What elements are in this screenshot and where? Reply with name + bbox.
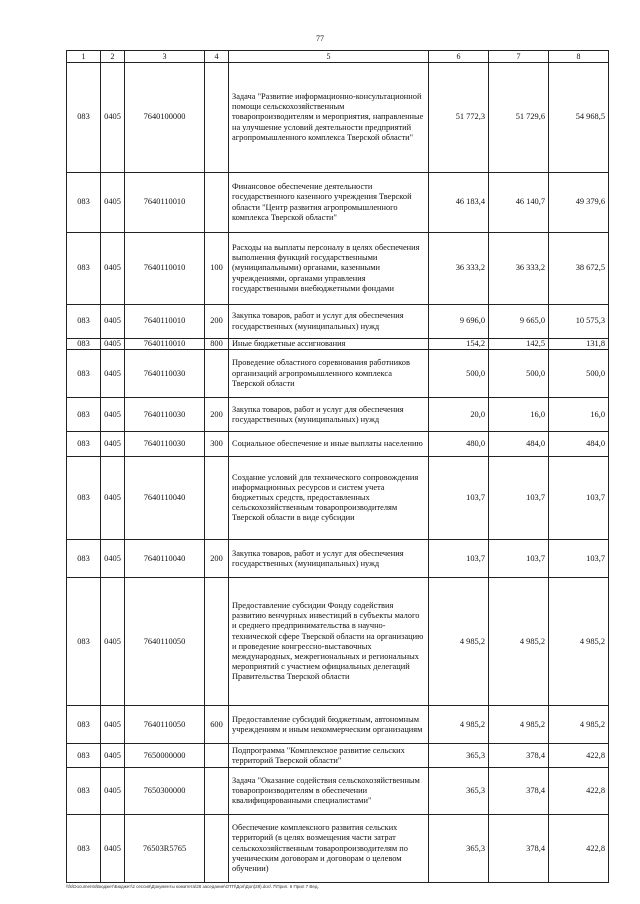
amount-col6: 51 772,3 [429, 63, 489, 173]
amount-col8: 131,8 [549, 339, 609, 350]
amount-col8: 54 968,5 [549, 63, 609, 173]
amount-col7: 4 985,2 [489, 706, 549, 744]
column-header: 7 [489, 51, 549, 63]
ministry-code: 083 [67, 233, 101, 305]
table-row [67, 815, 609, 883]
table-row [67, 540, 609, 578]
amount-col7: 16,0 [489, 398, 549, 432]
amount-col8: 500,0 [549, 350, 609, 398]
amount-col6: 46 183,4 [429, 173, 489, 233]
column-header: 3 [125, 51, 205, 63]
item-name: Предоставление субсидий бюджетным, автономным учреждениям и иным некоммерческим организациям [229, 706, 429, 744]
table-row [67, 457, 609, 540]
item-name: Социальное обеспечение и иные выплаты населению [229, 432, 429, 457]
amount-col8: 10 575,3 [549, 305, 609, 339]
amount-col7: 103,7 [489, 540, 549, 578]
table-row [67, 706, 609, 744]
ministry-code: 083 [67, 350, 101, 398]
section-code: 0405 [101, 63, 125, 173]
section-code: 0405 [101, 432, 125, 457]
amount-col6: 365,3 [429, 744, 489, 768]
ministry-code: 083 [67, 768, 101, 815]
target-article-code: 7640110010 [125, 305, 205, 339]
amount-col8: 103,7 [549, 457, 609, 540]
expense-type-code: 200 [205, 540, 229, 578]
amount-col8: 4 985,2 [549, 706, 609, 744]
item-name: Задача "Оказание содействия сельскохозяйственным товаропроизводителям в обеспечении квалифицированными специалистами" [229, 768, 429, 815]
expense-type-code: 600 [205, 706, 229, 744]
expense-type-code: 200 [205, 305, 229, 339]
amount-col7: 51 729,6 [489, 63, 549, 173]
target-article-code: 7650000000 [125, 744, 205, 768]
expense-type-code [205, 578, 229, 706]
amount-col8: 103,7 [549, 540, 609, 578]
amount-col6: 365,3 [429, 768, 489, 815]
item-name: Закупка товаров, работ и услуг для обеспечения государственных (муниципальных) нужд [229, 305, 429, 339]
amount-col6: 103,7 [429, 457, 489, 540]
table-row [67, 350, 609, 398]
amount-col7: 4 985,2 [489, 578, 549, 706]
section-code: 0405 [101, 233, 125, 305]
item-name: Проведение областного соревнования работников организаций агропромышленного комплекса Тверской области [229, 350, 429, 398]
amount-col6: 36 333,2 [429, 233, 489, 305]
ministry-code: 083 [67, 305, 101, 339]
ministry-code: 083 [67, 339, 101, 350]
amount-col7: 378,4 [489, 768, 549, 815]
expense-type-code [205, 457, 229, 540]
amount-col8: 422,8 [549, 815, 609, 883]
amount-col7: 36 333,2 [489, 233, 549, 305]
section-code: 0405 [101, 744, 125, 768]
amount-col7: 103,7 [489, 457, 549, 540]
ministry-code: 083 [67, 540, 101, 578]
item-name: Иные бюджетные ассигнования [229, 339, 429, 350]
table-row [67, 744, 609, 768]
table-row [67, 398, 609, 432]
target-article-code: 7640110010 [125, 339, 205, 350]
target-article-code: 7640110030 [125, 350, 205, 398]
amount-col8: 422,8 [549, 768, 609, 815]
amount-col8: 16,0 [549, 398, 609, 432]
ministry-code: 083 [67, 173, 101, 233]
amount-col6: 20,0 [429, 398, 489, 432]
column-header: 6 [429, 51, 489, 63]
target-article-code: 7640110050 [125, 578, 205, 706]
amount-col8: 4 985,2 [549, 578, 609, 706]
expense-type-code [205, 350, 229, 398]
expense-type-code [205, 815, 229, 883]
expense-type-code [205, 173, 229, 233]
ministry-code: 083 [67, 457, 101, 540]
expense-type-code [205, 744, 229, 768]
target-article-code: 7640110010 [125, 233, 205, 305]
amount-col6: 4 985,2 [429, 578, 489, 706]
amount-col7: 484,0 [489, 432, 549, 457]
column-header: 2 [101, 51, 125, 63]
expense-type-code: 300 [205, 432, 229, 457]
item-name: Расходы на выплаты персоналу в целях обеспечения выполнения функций государственными (муниципальными) органами, казенными учреждениями, органами управления государственными внебюджетными фондами [229, 233, 429, 305]
item-name: Задача "Развитие информационно-консультационной помощи сельскохозяйственным товаропроизводителям и мероприятия, направленные на улучшение условий деятельности предприятий агропромышленного комплекса Тверской области" [229, 63, 429, 173]
section-code: 0405 [101, 768, 125, 815]
ministry-code: 083 [67, 815, 101, 883]
table-row [67, 233, 609, 305]
amount-col7: 378,4 [489, 744, 549, 768]
target-article-code: 76503R5765 [125, 815, 205, 883]
item-name: Обеспечение комплексного развития сельских территорий (в целях возмещения части затрат сельскохозяйственным товаропроизводителям по ученическим договорам и договорам о целевом обучении) [229, 815, 429, 883]
item-name: Закупка товаров, работ и услуг для обеспечения государственных (муниципальных) нужд [229, 398, 429, 432]
ministry-code: 083 [67, 63, 101, 173]
amount-col8: 422,8 [549, 744, 609, 768]
amount-col8: 484,0 [549, 432, 609, 457]
section-code: 0405 [101, 339, 125, 350]
amount-col8: 49 379,6 [549, 173, 609, 233]
column-header: 8 [549, 51, 609, 63]
item-name: Подпрограмма "Комплексное развитие сельских территорий Тверской области" [229, 744, 429, 768]
item-name: Закупка товаров, работ и услуг для обеспечения государственных (муниципальных) нужд [229, 540, 429, 578]
amount-col6: 480,0 [429, 432, 489, 457]
ministry-code: 083 [67, 578, 101, 706]
section-code: 0405 [101, 173, 125, 233]
expense-type-code: 200 [205, 398, 229, 432]
page-number: 77 [316, 34, 324, 43]
table-row [67, 173, 609, 233]
amount-col7: 142,5 [489, 339, 549, 350]
expense-type-code [205, 768, 229, 815]
amount-col7: 378,4 [489, 815, 549, 883]
table-row [67, 768, 609, 815]
target-article-code: 7640110010 [125, 173, 205, 233]
expense-type-code: 100 [205, 233, 229, 305]
section-code: 0405 [101, 457, 125, 540]
section-code: 0405 [101, 578, 125, 706]
ministry-code: 083 [67, 432, 101, 457]
table-row [67, 63, 609, 173]
item-name: Создание условий для технического сопровождения информационных ресурсов и систем учета бюджетных средств, предоставленных сельскохозяйственным товаропроизводителям Тверской области в виде субсидии [229, 457, 429, 540]
amount-col8: 38 672,5 [549, 233, 609, 305]
expense-type-code [205, 63, 229, 173]
table-row [67, 432, 609, 457]
ministry-code: 083 [67, 744, 101, 768]
header-row [67, 51, 609, 63]
amount-col6: 500,0 [429, 350, 489, 398]
section-code: 0405 [101, 350, 125, 398]
budget-table [66, 50, 609, 883]
target-article-code: 7640110030 [125, 398, 205, 432]
section-code: 0405 [101, 398, 125, 432]
target-article-code: 7640100000 [125, 63, 205, 173]
amount-col7: 46 140,7 [489, 173, 549, 233]
expense-type-code: 800 [205, 339, 229, 350]
item-name: Финансовое обеспечение деятельности государственного казенного учреждения Тверской области "Центр развития агропромышленного комплекса Тверской области" [229, 173, 429, 233]
column-header: 1 [67, 51, 101, 63]
target-article-code: 7650300000 [125, 768, 205, 815]
target-article-code: 7640110050 [125, 706, 205, 744]
ministry-code: 083 [67, 706, 101, 744]
table-row [67, 305, 609, 339]
target-article-code: 7640110040 [125, 457, 205, 540]
amount-col6: 365,3 [429, 815, 489, 883]
amount-col6: 4 985,2 [429, 706, 489, 744]
section-code: 0405 [101, 540, 125, 578]
ministry-code: 083 [67, 398, 101, 432]
section-code: 0405 [101, 815, 125, 883]
section-code: 0405 [101, 305, 125, 339]
table-row [67, 339, 609, 350]
amount-col7: 500,0 [489, 350, 549, 398]
footer-file-path: \\fs\Documents\Бюджет\Бюджет\2 сессия\Документы комитета\28 заседание\ОТП\Доп\Доп(28).doc\ 7\Прил. 6 Прил 7 Вед. [66, 884, 319, 889]
amount-col6: 9 696,0 [429, 305, 489, 339]
column-header: 5 [229, 51, 429, 63]
column-header: 4 [205, 51, 229, 63]
section-code: 0405 [101, 706, 125, 744]
amount-col7: 9 665,0 [489, 305, 549, 339]
target-article-code: 7640110030 [125, 432, 205, 457]
amount-col6: 103,7 [429, 540, 489, 578]
table-row [67, 578, 609, 706]
target-article-code: 7640110040 [125, 540, 205, 578]
item-name: Предоставление субсидии Фонду содействия развитию венчурных инвестиций в субъекты малого и среднего предпринимательства в научно-технической сфере Тверской области на организацию и проведение конгрессно-выставочных международных, межрегиональных и региональных мероприятий с участием официальных делегаций Правительства Тверской области [229, 578, 429, 706]
amount-col6: 154,2 [429, 339, 489, 350]
